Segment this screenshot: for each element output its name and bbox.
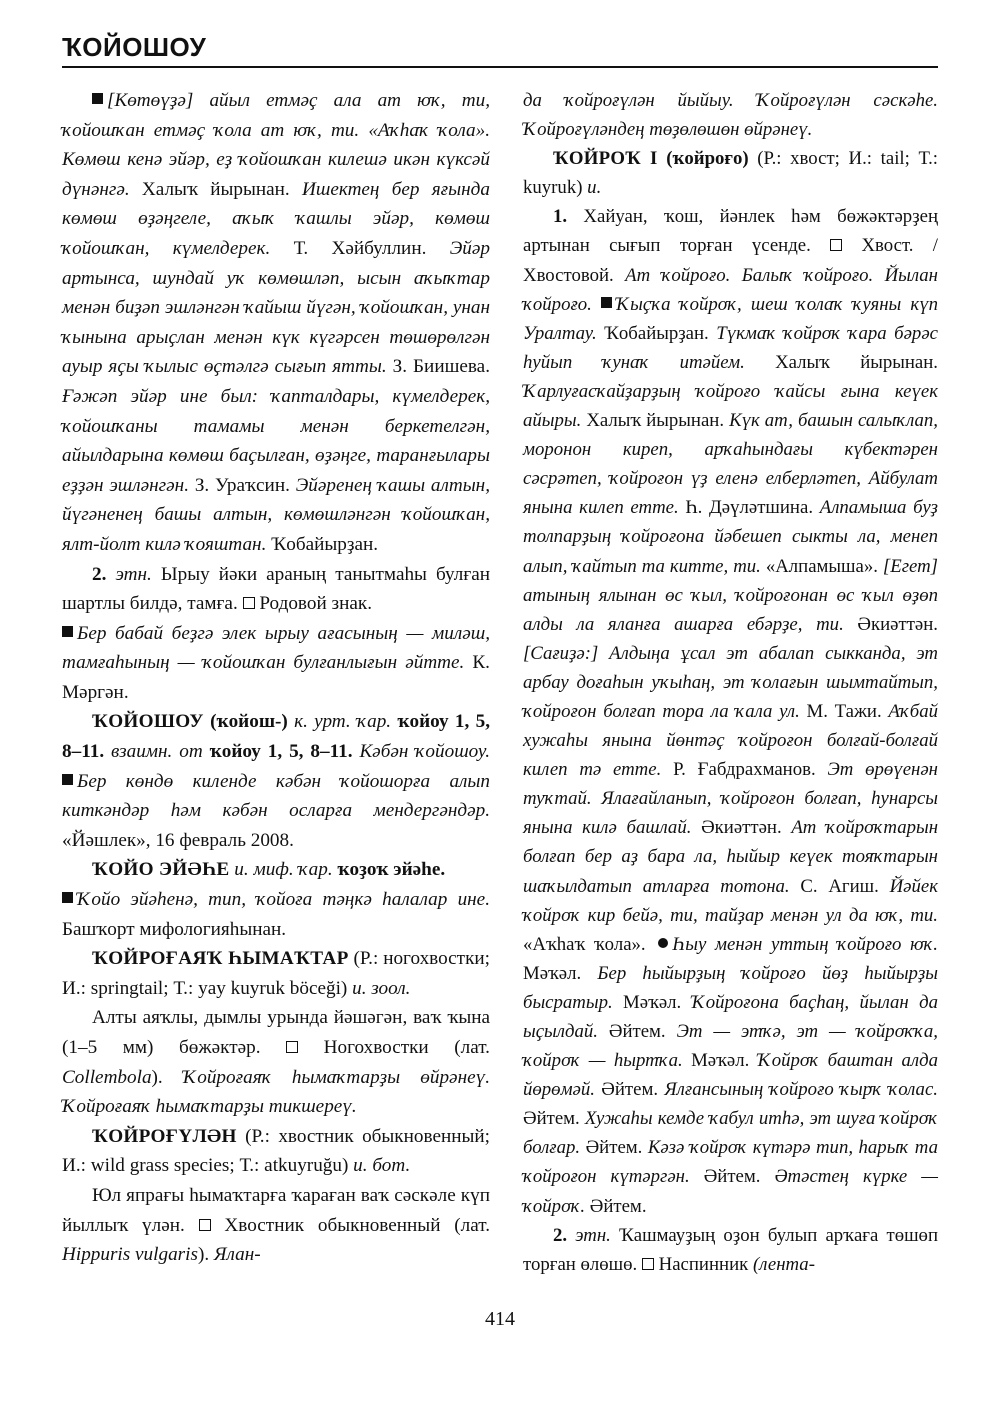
header-rule bbox=[62, 66, 938, 68]
page-header bbox=[62, 30, 938, 68]
right-column bbox=[523, 86, 938, 1279]
entry-koyrogulan: ҠОЙРОҒҮЛӘН (Р.: хвостник обыкновенный; И.: wild grass species; Т.: atkuyruğu) и. бот. bbox=[62, 1125, 490, 1177]
entry-koyoshou: ҠОЙОШОУ (ҡойош-) к. урт. ҡар. ҡойоу 1, 5, 8–11. взаимн. от ҡойоу 1, 5, 8–11. Кәбән ҡойошоу. Бер көндө киленде кәбән ҡойошорға алып киткәндәр һәм кәбән осларға мендергәндәр. «Йәшлек», 16 февраль 2008. bbox=[62, 711, 490, 851]
example-marker-icon bbox=[62, 626, 73, 637]
headword: ҠОЙО ЭЙӘҺЕ bbox=[92, 859, 230, 881]
entry-koyrok-sense1: 1. Хайуан, ҡош, йәнлек һәм бөжәктәрҙең артынан сығып торған үсенде. Хвост. / Хвостовой. Ат ҡойроғо. Балыҡ ҡойроғо. Йылан ҡойроғо. Ҡыҫҡа ҡойроҡ, шеш ҡолаҡ ҡуяны күп Уралтау. Ҡобайырҙан. Түкмаҡ ҡойроҡ ҡара бәрәс һуйып ҡунаҡ итәйем. Халыҡ йырынан. Ҡарлуғасҡайҙарҙың ҡойроғо ҡайсы ғына кеүек айыры. Халыҡ йырынан. Күк ат, башын салыҡлап, моронон киреп, арҡаһындағы күбектәрен сәсрәтеп, ҡойроғон үҙ еленә елберләтеп, Айбулат янына килеп етте. Һ. Дәүләтшина. Алпамыша буҙ толпарҙың ҡойроғона йәбешеп сыкты ла, менеп алып, ҡайтып та китте, ти. «Алпамыша». [Егет] атының ялынан өс ҡыл, ҡойроғонан өс ҡыл өҙөп алды ла яланға ашарға ебәрҙе, ти. Әкиәттән. [Сағиҙә:] Алдыңа ұсал эт абалап сыкканда, эт арбау доғаһын уҡыһаң, эт ҡолағын шымтайтып, ҡойроғон болғап тора ла ҡала ул. М. Тажи. Аҡбай хужаһы янына йөнтәҫ ҡойроғон болғай-болғай килеп тә етте. Р. Ғабдрахманов. Эт өрөүенән туҡтай. Ялағайланып, ҡойроғон болғап, һунарсы янына килә башлай. Әкиәттән. Ат ҡойроҡтарын болғап бер аҙ бара ла, һыйыр кеүек тояҡтарын шаҡылдатып атларға тотона. С. Агиш. Йәйек ҡойроҡ кир бейә, ти, тайҙар менән ул да юҡ, ти. «Аҡһаҡ ҡола». Һыу менән уттың ҡойроғо юҡ. Мәҡәл. Бер һыйырҙың ҡойроғо йөҙ һыйырҙы бысратыр. Мәҡәл. Ҡойроғона баҫһаң, йылан да ыҫылдай. Әйтем. Эт — этҡә, эт — ҡойроҡҡа, ҡойроҡ — һыртҡа. Мәҡәл. Ҡойроҡ баштан алда йөрөмәй. Әйтем. Ялғансының ҡойроғо ҡырҡ ҡолас. Әйтем. Хужаһы кемде ҡабул итһә, эт шуға ҡойроҡ болғар. Әйтем. Кәзә ҡойроҡ күтәрә тип, һарыҡ та ҡойроғон күтәргән. Әйтем. Әтәстең күрке — ҡойроҡ. Әйтем. bbox=[523, 206, 939, 1217]
left-column bbox=[62, 86, 490, 1270]
entry-koyrok: ҠОЙРОҠ I (ҡойроғо) (Р.: хвост; И.: tail; Т.: kuyruk) и. bbox=[523, 148, 938, 199]
entry-koyoshkan-sense2-example: Бер бабай беҙгә элек ырыу ағасының — миләш, тамғаһының — ҡойошҡан булғанлығын әйтте. К. Мәргән. bbox=[62, 622, 490, 703]
entry-koyrogayak-hymaktar: ҠОЙРОҒАЯҠ ҺЫМАҠТАР (Р.: ногохвостки; И.: springtail; Т.: yay kuyruk böceği) и. зоол. bbox=[62, 948, 490, 999]
example-marker-icon bbox=[62, 892, 73, 903]
example-marker-icon bbox=[92, 93, 103, 104]
entry-koyoshkan-sense2: 2. этн. Ырыу йәки араның танытмаһы булған шартлы билдә, тамға. Родовой знак. bbox=[62, 563, 490, 615]
headword: ҠОЙРОҠ I bbox=[553, 148, 658, 170]
entry-koyrok-sense2: 2. этн. Ҡашмауҙың оҙон булып арҡаға төшөп торған өлөшө. Наспинник (лента- bbox=[523, 1224, 938, 1275]
translation-marker-icon bbox=[830, 239, 842, 251]
entry-koyrogulan-definition: Юл япрағы һымаҡтарға ҡараған ваҡ сәскәле күп йыллыҡ үлән. Хвостник обыкновенный (лат. Hippuris vulgaris). Ялан- bbox=[62, 1184, 491, 1266]
headword: ҠОЙРОҒАЯҠ ҺЫМАҠТАР bbox=[92, 948, 349, 970]
page-number: 414 bbox=[485, 1308, 515, 1330]
example-marker-icon bbox=[601, 297, 612, 308]
headword: ҠОЙОШОУ bbox=[92, 711, 204, 733]
running-head: ҠОЙОШОУ bbox=[62, 32, 207, 62]
translation-marker-icon bbox=[642, 1258, 654, 1270]
entry-koyrogayak-definition: Алты аяҡлы, дымлы урында йәшәгән, ваҡ ҡына (1–5 мм) бөжәктәр. Ногохвостки (лат. Collembola). Ҡойроғаяҡ һымаҡтарҙы өйрәнеү. Ҡойроғаяҡ һымаҡтарҙы тикшереү. bbox=[62, 1007, 491, 1118]
entry-koyrogulan-continuation: да ҡойроғүлән йыйыу. Ҡойроғүлән сәскәһе. Ҡойроғүләндең төҙөлөшөн өйрәнеү. bbox=[523, 90, 938, 141]
headword: ҠОЙРОҒҮЛӘН bbox=[92, 1125, 237, 1147]
example-marker-icon bbox=[62, 774, 73, 785]
entry-koyo-eyahe: ҠОЙО ЭЙӘҺЕ и. миф. ҡар. ҡоҙоҡ эйәһе. Ҡойо эйәһенә, тип, ҡойоға тәңкә һалалар ине. Башҡорт мифологияһынан. bbox=[62, 859, 490, 940]
proverb-marker-icon bbox=[658, 938, 668, 948]
translation-marker-icon bbox=[286, 1041, 298, 1053]
entry-koyoshkan-sense1-examples: [Көтөүҙә] айыл етмәҫ ала ат юҡ, ти, ҡойошҡан етмәҫ ҡола ат юҡ, ти. «Аҡһаҡ ҡола». Көмөш кенә эйәр, еҙ ҡойошҡан килешә икән күксәй дүнәнгә. Халыҡ йырынан. Ишектең бер яғында көмөш өҙәңгеле, аҡыҡ ҡашлы эйәр, көмөш ҡойошҡан, күмелдерек. Т. Хәйбуллин. Эйәр артынса, шундай уҡ көмөшләп, ысын аҡыҡтар менән биҙәп эшләнгән ҡайыш йүгән, ҡойошҡан, унан ҡынына арыҫлан менән күк күгәрсен төшөрөлгән ауыр яҫы ҡылыс өҫтәлгә сығып ятты. З. Биишева. Ғәжәп эйәр ине был: ҡапталдары, күмелдерек, ҡойошҡаны тамамы менән беркетелгән, айылдарына көмөш баҫылған, өҙәңге, таранғылары еҙҙән эшләнгән. З. Ураҡсин. Эйәренең ҡашы алтын, йүгәненең башы алтын, көмөшләнгән ҡойошҡан, ялт-йолт килә ҡояштан. Ҡобайырҙан. bbox=[62, 90, 490, 555]
translation-marker-icon bbox=[243, 597, 255, 609]
translation-marker-icon bbox=[199, 1219, 211, 1231]
